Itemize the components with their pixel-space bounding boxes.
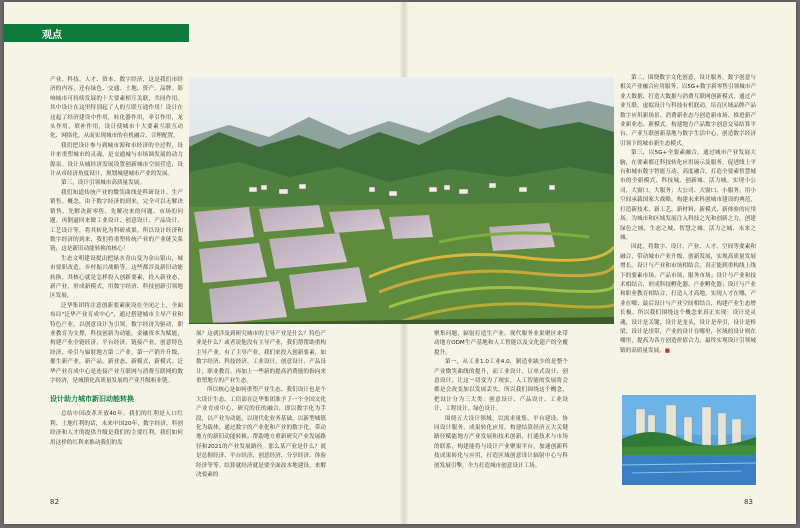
page-number-left: 82 — [50, 498, 59, 506]
paragraph: 第二，围绕数字文化创意，设计服务，数字创意与相关产业融合应用服务，以5G+数字新零售引领城市产业大数据、打造大数据与消费互联网创新模式，通过产业互联，虚拟设计与科技有机联动，培育区域品牌产品数字应用新场景、消费新业态与创造新市场、推进新产业新业态、新模式。构建地方产品数字创意交易结算平台、产业互联创新基地与数字生活中心，创造数字经济引领下的城市新生态模式。 — [620, 75, 756, 147]
paragraph: 第三，以5G+全要素融合，通过城市产业发展大脑，在要素都迁科技转化应用展示及服务，促进线上平台和城市数字智能互动、高度融合，打造全要素智慧城市的全新模式，科技城、创新城、活力城。实现小公司，大窗口，大服务；大公司、大窗口、小服务。用小空间承载国家大战略。构建未来科创城市建设的典范，打造新技术、新工艺、新材料、新模式、新体验的应用场。为城市和区域发展注入科技之光和创新之力，创建绿色之城、生态之城、智慧之城、活力之城、未来之城。 — [620, 150, 756, 241]
small-photo — [622, 395, 756, 485]
paragraph: 我们把设计参与到城市源和市经济的全过程，设计来重塑城市的灵魂，是交通城与市场调发展的动力源泉。设计从城经济发展设置创新城市空间营造，设计从市经济角度设计，规划城建城市产业的发展。 — [50, 142, 183, 178]
city-lake-skyline-photo-icon — [622, 395, 756, 485]
main-photo — [189, 77, 614, 324]
paragraph: 聚集问题，辐射打造生产业、现代服务业果聚区来带动地方ODM生产基地和人工智能以及文化遗产的全覆提升。 — [434, 331, 568, 356]
paragraph: 泛华集团将注意创新要素嵌设在全闭之上，全面布局"泛华产业育成中心"，通过搭建城市主导产业和特色产业，以创意设计为引领，数字经济为驱动，职业教育为支撑，科技创新为动能，金融资本为赋能，构建产业全链经济，平台经济，链接产业，创意特色经济，牵引与辐射地方第二产业，第一产销升升级，催生新产业，新产品，新业态，新模式，新模式。泛华产业育成中心是连接产业互联网与消费互联网的数字经济，是城镇化高质量发展的产业升级租业链。 — [50, 302, 183, 384]
subheading: 设计助力城市新旧动能转换 — [50, 395, 134, 404]
magazine-spread — [4, 2, 796, 524]
paragraph: 产业、科技、人才、资本、数字经济，这是我们市经济的内容，还有绿色、交通、土地、资产、品牌。影响城市可持续发展的十大要素相互关联，共同作用。其中设计在这里特别起了人的互联互通作用！设计在这起了经济建设中作用，转化器作用，牵引作用，龙头作用，填补作用，设计使城市十大要素互联互动化、网络化，从而实现城市的有机融合、合理配置。 — [50, 77, 183, 140]
paragraph: 我们知道传统产业的微笑曲线是科研设计、生产销售。概念，由于数字经济的到来，完全可以无解决销售、先解决新零售、先解决来的问题、市场的问题。再倒逼回来做工业设计、创意设计、产品设计、工艺设计等，将其转化为科研成果。所以设计经济和数字经济的到来，我们将重塑传统产业的产业链关系链，这是新旧动能转换的核心！ — [50, 189, 183, 253]
column-3 — [434, 330, 568, 488]
end-mark-icon: ■ — [664, 347, 671, 354]
page-number-right: 83 — [744, 498, 753, 506]
paragraph: 第一，从工业1.0工业4.0、制造业缺少的是整个产业微笑曲线的提升，而工业设计、订单式设计、创意设计，让这一切变为了现实，人工智能的发展将会都是会改变加以发展丢失。所以我们围绕这个概念，把设计分为三大类：创意设计、产品设计、工业设计、工程设计、绿色设计。 — [434, 359, 568, 413]
paragraph: 所以核心是如何重塑产业生态。我们设计也是个大设计生态。工信部在泛华集团准予了一个全国文化产业育成中心，研究的任的融合，即以数字化为手段，以产业为动能，以现代化业务基础，以新型城镇化为载体，通过数字的产业化和产业的数字化，带动地方的新旧动能转换。帮助地方重新研究产业发展路径和2021的产业发展路径。那么某产业是什么？就是总据经济、平台经济、创意经济、分享经济、体验经济等等。结算就经济就是要全面改本地建设，来解决要素的 — [196, 387, 326, 479]
terraced-fields-village-photo-icon — [189, 77, 614, 324]
paragraph: 生态文明建设提出把绿水青山变为金山银山，城市要职改造，乡村振兴战略等，这些都涉及新旧动能转换。其核心就是怎样投入创新要素，投入新业态，新产业，形成新模式，用数字经济、科技创新引领地区发展。 — [50, 255, 183, 300]
paragraph-text: 因此，将数字、设计、产业、人才、空间等要素和融合，带动城市产业升级，创新发展，实现高质量发展增长。设计与产业和市场相结合，真正能到重构线上线下的要素市场、产品市场、服务市场；设计与产业和技术相结合，形成科技孵化器、产业孵化器；设计与产业和职业教育相结合，打造人才高地，实现人才在哪，产业在哪；最后设计与产业空间相结合，构建产业生态增长极。所以我们围绕这个概念来真正实现：设计是灵魂，设计是关键，设计是龙头，设计是牵引，设计是桥梁，设计是纽带，产业的设计在哪里，区域的设计则在哪里，提高为各方创造价值合力，最终实现设计引领城镇的高质量发展。 — [620, 244, 756, 354]
section-label: 观点 — [42, 30, 62, 41]
paragraph: 展？这就涉及到研究城市的主导产业是什么？特色产业是什么？或者说他没有主导产业，我们帮帮助重构主导产业。有了主导产业，我们来投入创新要素，如数字经济、科技经济、工业设计、创意设计、产品设计，职业教育、再加上一些新的提高消费能的指向来重塑地方的产业生态。 — [196, 331, 326, 385]
section-tab — [4, 24, 189, 42]
column-4 — [620, 74, 756, 392]
paragraph: 第三，设计引领城市高质量发展。 — [61, 180, 145, 187]
paragraph — [620, 243, 756, 356]
column-1 — [50, 76, 183, 488]
paragraph: 围绕五大设计领域，以需求量集、平台建设、协同设计服务、成果转化应用，构建结算经济五大关键路径赋能地方产业发展和技术创新，打通技术与市场的联系，构建能将与设计产业聚果平台，加速创新科技成果转化与应用，打造区域创意设计辐射中心与科创发展引擎，全力打造城市创意设计工场。 — [434, 415, 568, 469]
paragraph: 总结中国改革开放40年，我们的红利是人口红利、土地红利的话，未来中国20年，数字经济、科创经济和人才的提供升级是我们的主要红利。我们如何用这样的红利来推动我们的发 — [50, 411, 183, 446]
column-2 — [196, 330, 326, 488]
